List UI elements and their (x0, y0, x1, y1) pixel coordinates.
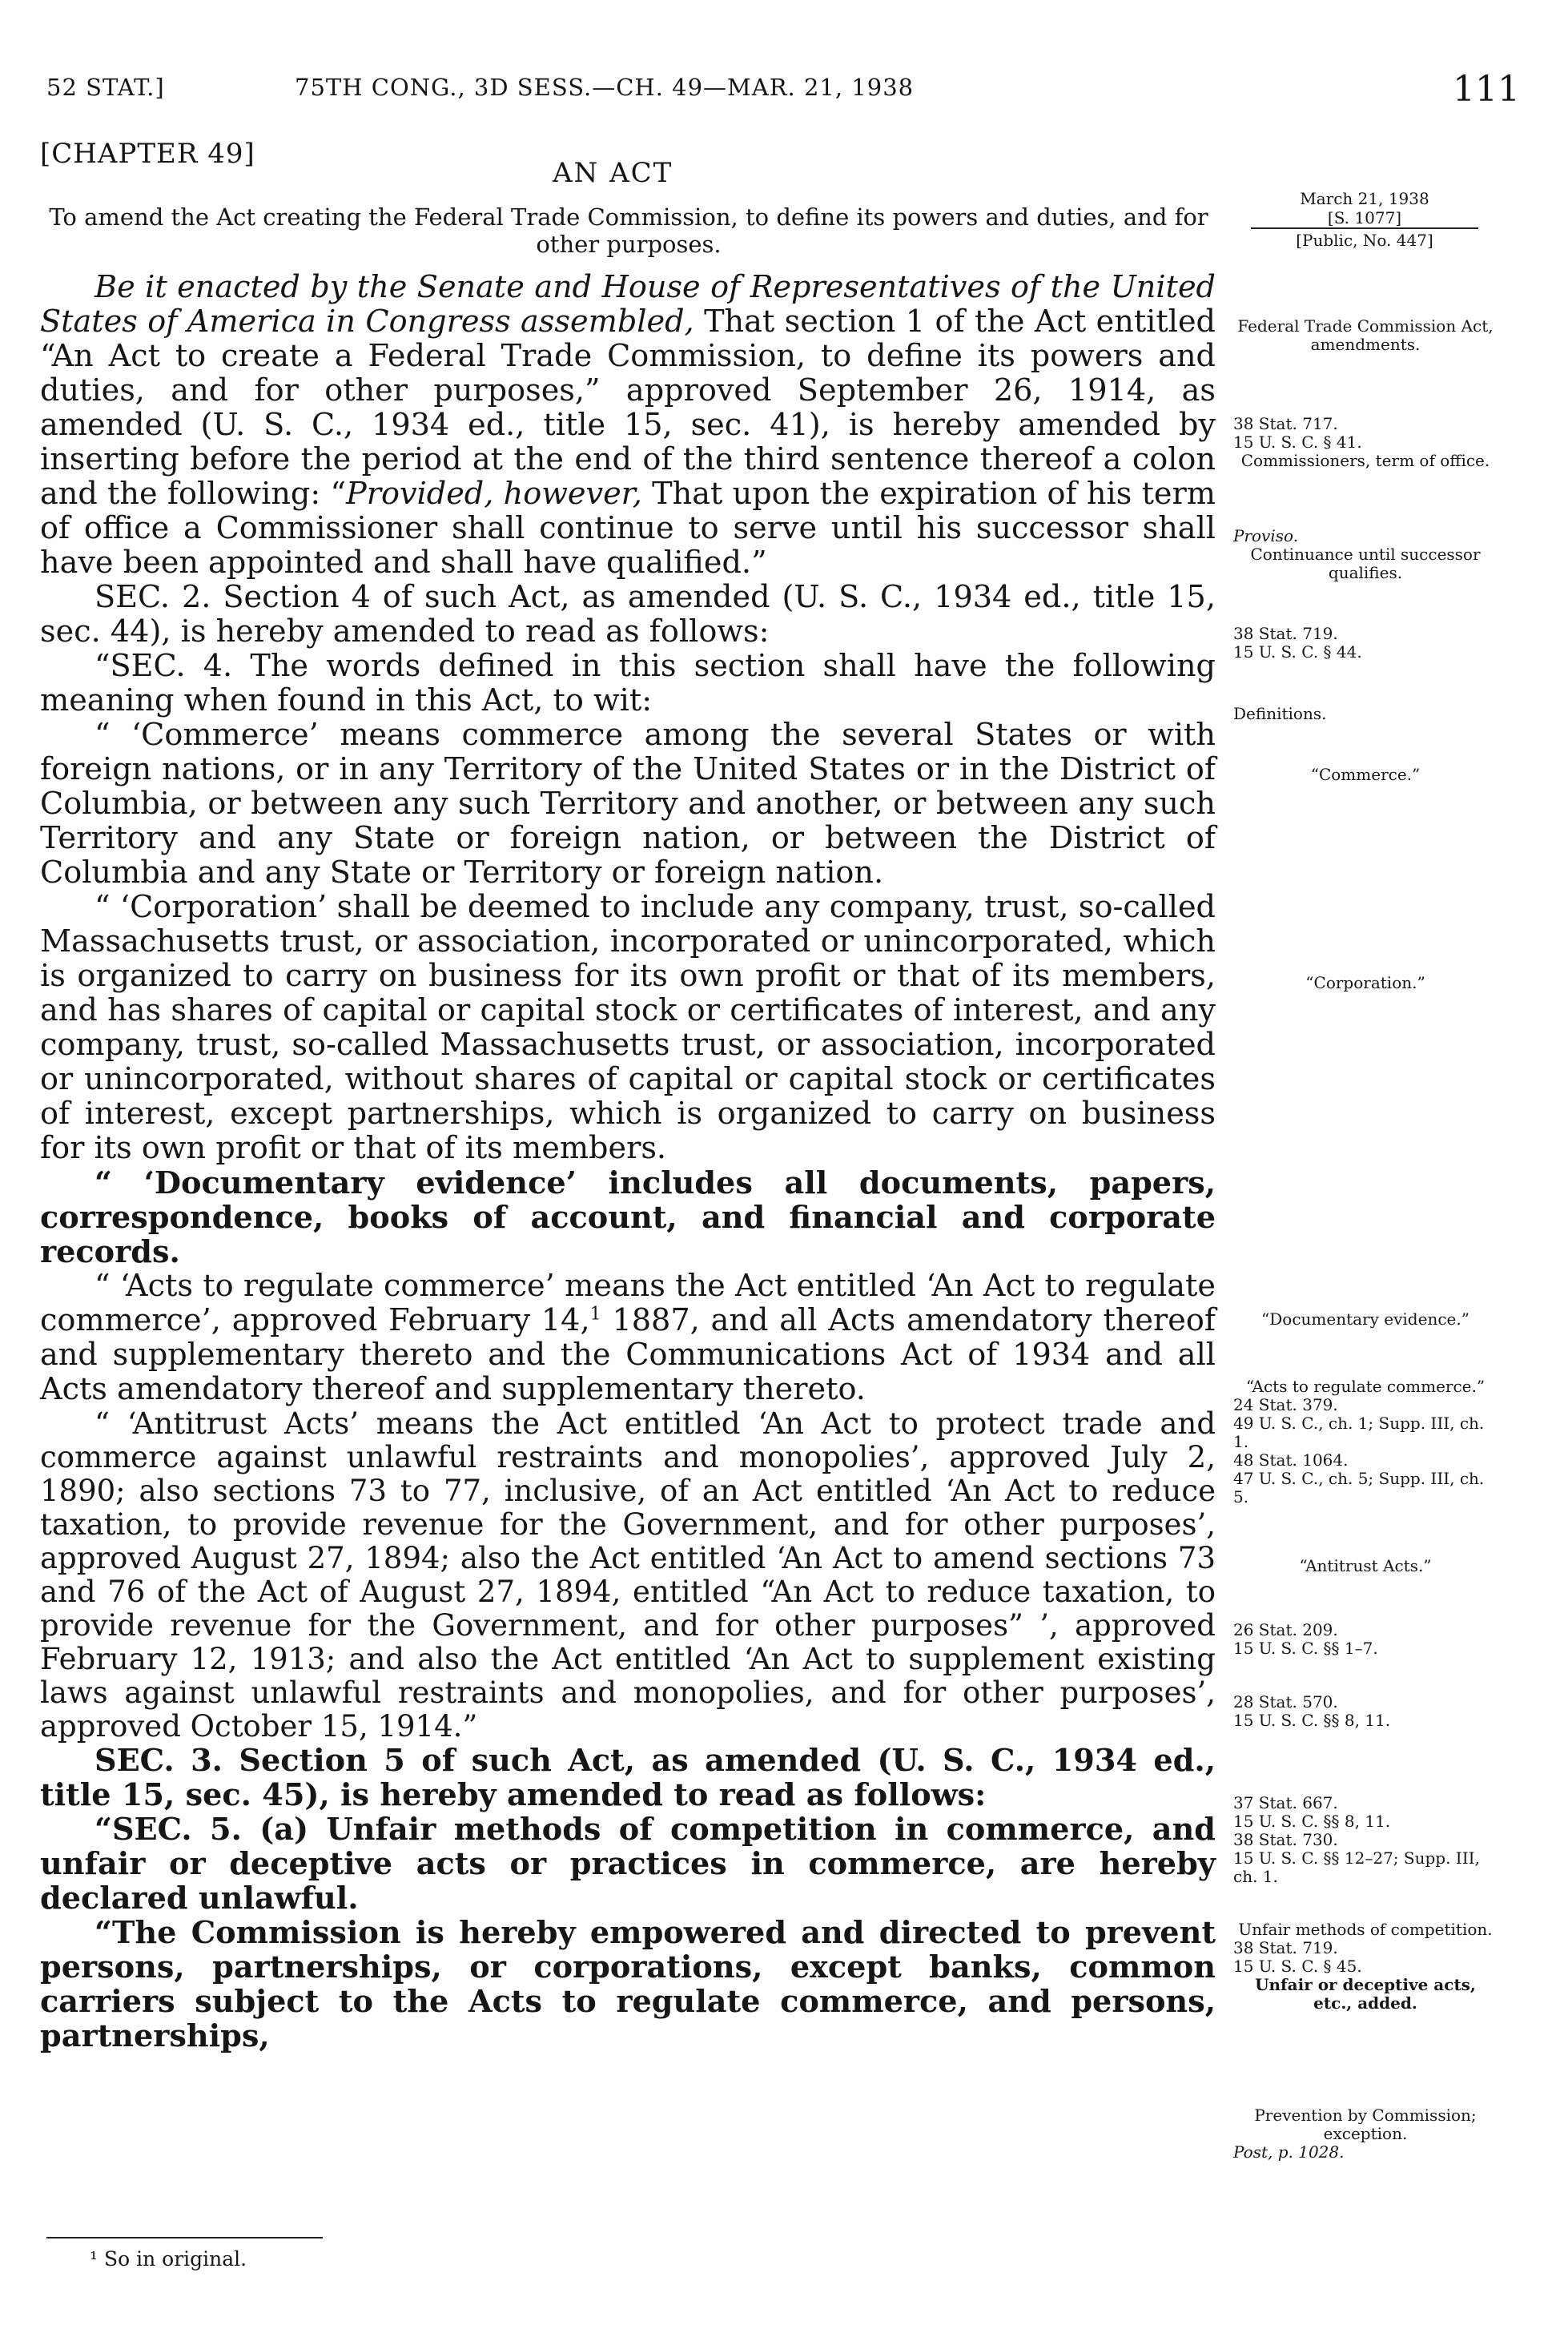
act-title: To amend the Act creating the Federal Trade Commission, to define its powers and duties, and for other purposes. (49, 203, 1208, 258)
definition-documentary-evidence: “ ‘Documentary evidence’ includes all documents, papers, correspondence, books of account, and financial and corporate records. (40, 1165, 1216, 1270)
margin-note-text: 15 U. S. C. §§ 8, 11. (1233, 1711, 1391, 1730)
margin-note-corporation (1233, 974, 1498, 992)
chapter-label: [CHAPTER 49] (40, 138, 255, 170)
definition-acts-to-regulate-commerce (40, 1269, 1216, 1407)
margin-note-text: 38 Stat. 730. (1233, 1830, 1338, 1849)
footnote-marker: 1 (589, 1304, 601, 1325)
margin-note-text: Definitions. (1233, 704, 1327, 723)
margin-note-text: 15 U. S. C. §§ 1–7. (1233, 1639, 1378, 1658)
act-heading: AN ACT (553, 157, 673, 189)
statute-reference: 52 STAT.] (46, 74, 165, 101)
margin-note-citation-1894 (1233, 1693, 1498, 1730)
session-chapter-line: 75TH CONG., 3D SESS.—CH. 49—MAR. 21, 1938 (295, 74, 915, 101)
margin-note-commerce (1233, 766, 1498, 784)
definition-corporation: “ ‘Corporation’ shall be deemed to include any company, trust, so-called Massachusetts trust, or association, incorporated or unincorporated, which is organized to carry on business for its own profit or that of its members, and has shares of capital or capital stock or certificates of interest, and any company, trust, so-called Massachusetts trust, or association, incorporated or unincorporated, without shares of capital or capital stock or certificates of interest, except partnerships, which is organized to carry on business for its own profit or that of its members. (40, 890, 1216, 1166)
public-law-number: [Public, No. 447] (1296, 231, 1433, 250)
acts-regulate-text-end: 1887, and all Acts amendatory thereof and supplementary thereto and the Communications Act of 1934 and all Acts amendatory thereof and supplementary thereto. (40, 1303, 1216, 1407)
margin-note-text: “Antitrust Acts.” (1299, 1556, 1432, 1575)
margin-note-text: 48 Stat. 1064. (1233, 1450, 1349, 1470)
margin-note-text: Proviso. (1233, 526, 1299, 545)
margin-note-definitions (1233, 705, 1498, 723)
running-header (46, 69, 1520, 117)
margin-note-text: 15 U. S. C. § 45. (1233, 1957, 1362, 1976)
section-3-paragraph: SEC. 3. Section 5 of such Act, as amended (U. S. C., 1934 ed., title 15, sec. 45), is hereby amended to read as follows: (40, 1743, 1216, 1813)
margin-note-text: 24 Stat. 379. (1233, 1395, 1338, 1414)
margin-note-text: “Acts to regulate commerce.” (1245, 1377, 1486, 1396)
enacting-clause: Be it enacted by the Senate and House of Representatives of the United States of America in Congress assembled, (40, 270, 1216, 340)
margin-note-acts-regulate-commerce (1233, 1378, 1498, 1506)
margin-note-text: 15 U. S. C. §§ 12–27; Supp. III, ch. 1. (1233, 1848, 1480, 1886)
margin-note-proviso (1233, 527, 1498, 582)
margin-note-unfair-methods (1233, 1921, 1498, 2013)
definition-commerce: “ ‘Commerce’ means commerce among the several States or with foreign nations, or in any Territory of the United States or in the District of Columbia, or between any such Territory and another, or between any such Territory and any State or foreign nation, or between the District of Columbia and any State or Territory or foreign nation. (40, 718, 1216, 891)
section-1-end: That upon the expiration of his term of office a Commissioner shall continue to serve until his successor shall have been appointed and shall have qualified.” (40, 477, 1216, 581)
page-number: 111 (1453, 69, 1520, 110)
new-section-5a: “SEC. 5. (a) Unfair methods of competition in commerce, and unfair or deceptive acts or practices in commerce, are hereby declared unlawful. (40, 1812, 1216, 1917)
section-1-text: That section 1 of the Act entitled “An Act to create a Federal Trade Commission, to define its powers and duties, and for other purposes,” approved September 26, 1914, as amended (U. S. C., 1934 ed., title 15, sec. 41), is hereby amended by inserting before the period at the end of the third sentence thereof a colon and the following: “ (40, 304, 1216, 512)
commission-powers-paragraph: “The Commission is hereby empowered and directed to prevent persons, partnerships, or corporations, except banks, common carriers subject to the Acts to regulate commerce, and persons, partnerships, (40, 1915, 1216, 2054)
margin-note-text: 38 Stat. 719. (1233, 1938, 1338, 1957)
proviso-term: Provided, however, (346, 477, 642, 512)
enactment-info (1240, 189, 1490, 250)
margin-note-ftc-amendments (1233, 317, 1498, 354)
margin-note-citation-1913-1914 (1233, 1794, 1498, 1886)
definition-antitrust-acts: “ ‘Antitrust Acts’ means the Act entitled ‘An Act to protect trade and commerce against unlawful restraints and monopolies’, approved July 2, 1890; also sections 73 to 77, inclusive, of an Act entitled ‘An Act to reduce taxation, to provide revenue for the Government, and for other purposes’, approved August 27, 1894; also the Act entitled ‘An Act to amend sections 73 and 76 of the Act of August 27, 1894, entitled “An Act to reduce taxation, to provide revenue for the Government, and for other purposes” ’, approved February 12, 1913; and also the Act entitled ‘An Act to supplement existing laws against unlawful restraints and monopolies, and for other purposes’, approved October 15, 1914.” (40, 1406, 1216, 1744)
margin-note-text: “Corporation.” (1305, 973, 1425, 992)
enactment-date: March 21, 1938 (1300, 189, 1429, 208)
margin-note-text: 47 U. S. C., ch. 5; Supp. III, ch. 5. (1233, 1469, 1485, 1506)
acts-regulate-text: “ ‘Acts to regulate commerce’ means the Act entitled ‘An Act to regulate commerce’, approved February 14, (40, 1269, 1216, 1338)
margin-note-text: 15 U. S. C. § 41. (1233, 432, 1362, 452)
margin-note-text: Post, p. 1028. (1233, 2142, 1345, 2162)
margin-note-text: 28 Stat. 570. (1233, 1692, 1338, 1712)
section-2-paragraph: SEC. 2. Section 4 of such Act, as amended (U. S. C., 1934 ed., title 15, sec. 44), is hereby amended to read as follows: (40, 580, 1216, 650)
bill-number: [S. 1077] (1251, 208, 1478, 229)
margin-note-text: 15 U. S. C. § 44. (1233, 642, 1362, 662)
margin-note-documentary-evidence (1233, 1310, 1498, 1329)
footnote: ¹ So in original. (90, 2247, 247, 2271)
margin-note-text: 26 Stat. 209. (1233, 1620, 1338, 1639)
new-section-4-intro: “SEC. 4. The words defined in this section shall have the following meaning when found in this Act, to wit: (40, 649, 1216, 718)
footnote-rule (46, 2237, 323, 2238)
margin-note-text: 15 U. S. C. §§ 8, 11. (1233, 1812, 1391, 1831)
margin-note-text: Federal Trade Commission Act, amendments. (1237, 316, 1494, 354)
margin-note-citation-sherman (1233, 1621, 1498, 1658)
margin-note-text: Unfair or deceptive acts, etc., added. (1255, 1975, 1476, 2013)
margin-note-text: “Commerce.” (1310, 765, 1421, 784)
margin-note-text: Prevention by Commission; exception. (1254, 2106, 1477, 2143)
margin-note-antitrust-acts (1233, 1557, 1498, 1575)
margin-note-text: 37 Stat. 667. (1233, 1793, 1338, 1812)
act-body (40, 271, 1216, 2053)
margin-note-text: Commissioners, term of office. (1240, 451, 1490, 470)
margin-note-text: 38 Stat. 717. (1233, 414, 1338, 433)
margin-note-text: Continuance until successor qualifies. (1250, 545, 1481, 582)
margin-note-citation-44 (1233, 625, 1498, 662)
margin-note-prevention (1233, 2106, 1498, 2162)
margin-note-text: Unfair methods of competition. (1238, 1920, 1493, 1939)
margin-note-text: 49 U. S. C., ch. 1; Supp. III, ch. 1. (1233, 1414, 1485, 1451)
margin-note-text: 38 Stat. 719. (1233, 624, 1338, 643)
margin-note-citation-41 (1233, 415, 1498, 470)
margin-note-text: “Documentary evidence.” (1261, 1309, 1469, 1329)
section-1-paragraph (40, 271, 1216, 581)
